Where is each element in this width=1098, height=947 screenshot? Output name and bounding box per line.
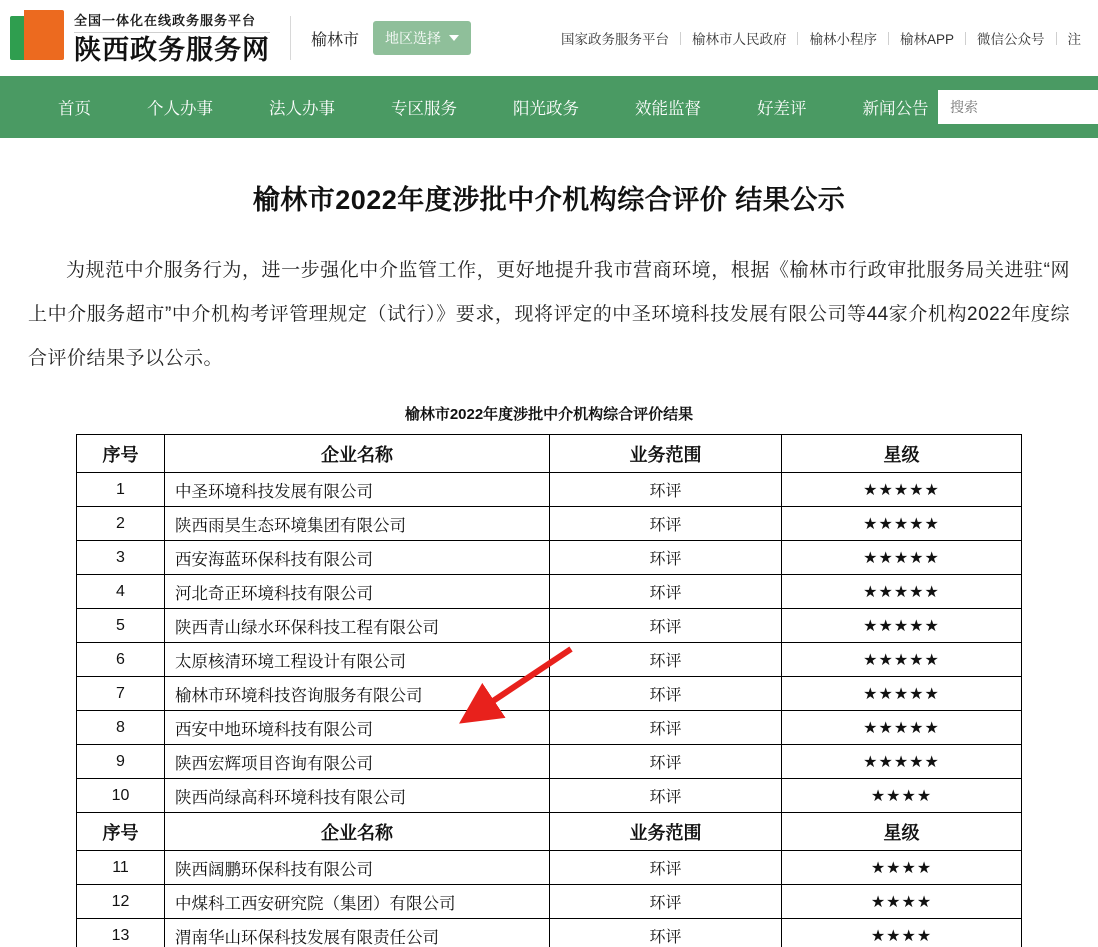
cell-company: 中煤科工西安研究院（集团）有限公司	[165, 885, 550, 919]
cell-company: 西安海蓝环保科技有限公司	[165, 541, 550, 575]
cell-star: ★★★★★	[782, 575, 1022, 609]
column-header-star: 星级	[782, 435, 1022, 473]
cell-company: 陕西雨昊生态环境集团有限公司	[165, 507, 550, 541]
cell-index: 1	[77, 473, 165, 507]
nav-item-news[interactable]: 新闻公告	[862, 100, 929, 118]
header-link-national[interactable]: 国家政务服务平台	[560, 32, 669, 47]
table-row	[77, 851, 1022, 885]
cell-index: 7	[77, 677, 165, 711]
cell-scope: 环评	[550, 507, 782, 541]
nav-item-home[interactable]: 首页	[58, 100, 91, 118]
cell-star: ★★★★★	[782, 745, 1022, 779]
nav-item-personal[interactable]: 个人办事	[147, 100, 213, 118]
cell-company: 中圣环境科技发展有限公司	[165, 473, 550, 507]
table-header-row-repeat	[77, 813, 1022, 851]
table-row	[77, 779, 1022, 813]
header-links	[550, 28, 1098, 48]
logo-subtitle: 全国一体化在线政务服务平台	[74, 10, 270, 33]
cell-company: 陕西阔鹏环保科技有限公司	[165, 851, 550, 885]
table-row	[77, 919, 1022, 947]
column-header-scope: 业务范围	[550, 813, 782, 851]
cell-scope: 环评	[550, 919, 782, 947]
logo-text	[74, 10, 270, 66]
table-row	[77, 885, 1022, 919]
nav-item-legal[interactable]: 法人办事	[269, 100, 335, 118]
cell-company: 陕西宏辉项目咨询有限公司	[165, 745, 550, 779]
cell-star: ★★★★★	[782, 609, 1022, 643]
column-header-index: 序号	[77, 813, 165, 851]
cell-star: ★★★★★	[782, 507, 1022, 541]
nav-item-sunshine[interactable]: 阳光政务	[513, 100, 579, 118]
table-row	[77, 677, 1022, 711]
table-row	[77, 473, 1022, 507]
table-row	[77, 575, 1022, 609]
cell-star: ★★★★	[782, 919, 1022, 947]
cell-company: 陕西尚绿高科环境科技有限公司	[165, 779, 550, 813]
cell-scope: 环评	[550, 851, 782, 885]
page-title: 榆林市2022年度涉批中介机构综合评价 结果公示	[252, 185, 846, 215]
cell-star: ★★★★★	[782, 473, 1022, 507]
column-header-scope: 业务范围	[550, 435, 782, 473]
cell-index: 8	[77, 711, 165, 745]
cell-star: ★★★★	[782, 885, 1022, 919]
cell-star: ★★★★★	[782, 643, 1022, 677]
cell-scope: 环评	[550, 541, 782, 575]
cell-star: ★★★★	[782, 851, 1022, 885]
column-header-company: 企业名称	[165, 435, 550, 473]
search-input[interactable]	[938, 90, 1098, 124]
header-link-wechat[interactable]: 微信公众号	[977, 32, 1045, 47]
table-header-row	[77, 435, 1022, 473]
nav-item-zone-service[interactable]: 专区服务	[391, 100, 457, 118]
cell-star: ★★★★	[782, 779, 1022, 813]
cell-company: 榆林市环境科技咨询服务有限公司	[165, 677, 550, 711]
cell-scope: 环评	[550, 575, 782, 609]
header-link-gov[interactable]: 榆林市人民政府	[691, 32, 787, 47]
region-select-label: 地区选择	[385, 30, 442, 46]
cell-index: 9	[77, 745, 165, 779]
table-row	[77, 643, 1022, 677]
cell-company: 陕西青山绿水环保科技工程有限公司	[165, 609, 550, 643]
nav-item-review[interactable]: 好差评	[757, 100, 807, 118]
table-caption: 榆林市2022年度涉批中介机构综合评价结果	[404, 406, 694, 423]
column-header-index: 序号	[77, 435, 165, 473]
table-row	[77, 541, 1022, 575]
header-link-miniprogram[interactable]: 榆林小程序	[809, 32, 877, 47]
header-link-app[interactable]: 榆林APP	[899, 32, 954, 47]
main-nav	[0, 76, 1098, 138]
region-select-button[interactable]	[373, 21, 471, 55]
header-link-register[interactable]: 注	[1067, 32, 1081, 47]
column-header-star: 星级	[782, 813, 1022, 851]
cell-company: 河北奇正环境科技有限公司	[165, 575, 550, 609]
logo-title: 陕西政务服务网	[74, 35, 270, 66]
cell-scope: 环评	[550, 885, 782, 919]
table-row	[77, 507, 1022, 541]
cell-index: 13	[77, 919, 165, 947]
table-row	[77, 609, 1022, 643]
cell-company: 西安中地环境科技有限公司	[165, 711, 550, 745]
cell-index: 5	[77, 609, 165, 643]
table-row	[77, 711, 1022, 745]
article-body	[0, 138, 1098, 947]
cell-index: 3	[77, 541, 165, 575]
cell-index: 10	[77, 779, 165, 813]
cell-index: 2	[77, 507, 165, 541]
cell-company: 太原核清环境工程设计有限公司	[165, 643, 550, 677]
results-table	[76, 434, 1022, 947]
table-row	[77, 745, 1022, 779]
cell-scope: 环评	[550, 711, 782, 745]
cell-company: 渭南华山环保科技发展有限责任公司	[165, 919, 550, 947]
cell-index: 12	[77, 885, 165, 919]
cell-scope: 环评	[550, 643, 782, 677]
header-divider	[290, 16, 291, 60]
cell-scope: 环评	[550, 473, 782, 507]
city-label: 榆林市	[311, 31, 360, 49]
nav-item-supervision[interactable]: 效能监督	[635, 100, 701, 118]
cell-scope: 环评	[550, 677, 782, 711]
column-header-company: 企业名称	[165, 813, 550, 851]
cell-index: 4	[77, 575, 165, 609]
cell-star: ★★★★★	[782, 541, 1022, 575]
cell-index: 6	[77, 643, 165, 677]
shaanxi-logo-icon	[10, 10, 64, 66]
cell-index: 11	[77, 851, 165, 885]
site-logo[interactable]	[10, 10, 270, 66]
article-paragraph: 为规范中介服务行为，进一步强化中介监管工作，更好地提升我市营商环境，根据《榆林市行政审批服务局关进驻“网上中介服务超市”中介机构考评管理规定（试行）》要求，现将评定的中圣环境科技发展有限公司等44家介机构2022年度综合评价结果予以公示。	[28, 260, 1070, 369]
cell-scope: 环评	[550, 609, 782, 643]
cell-scope: 环评	[550, 779, 782, 813]
cell-star: ★★★★★	[782, 677, 1022, 711]
cell-scope: 环评	[550, 745, 782, 779]
cell-star: ★★★★★	[782, 711, 1022, 745]
chevron-down-icon	[449, 35, 459, 41]
site-header	[0, 0, 1098, 76]
